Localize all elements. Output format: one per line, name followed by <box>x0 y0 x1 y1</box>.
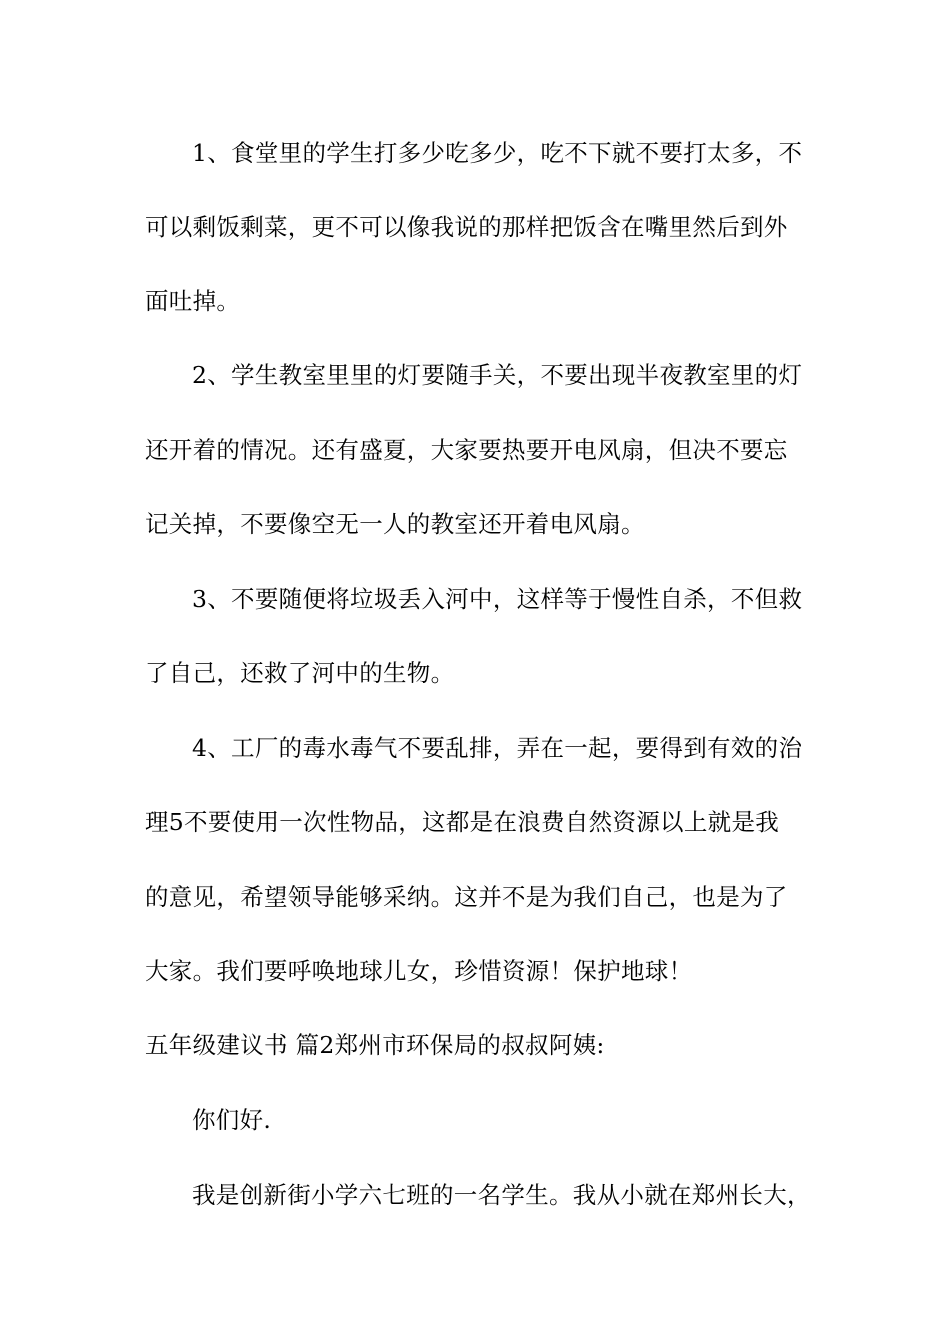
intro-line: 我是创新街小学六七班的一名学生。我从小就在郑州长大， <box>192 1181 811 1209</box>
greeting-line: 你们好. <box>192 1106 272 1134</box>
paragraph-4-line-4: 大家。我们要呼唤地球儿女，珍惜资源！保护地球！ <box>145 957 693 985</box>
paragraph-1-line-3: 面吐掉。 <box>145 287 241 315</box>
paragraph-4-line-2: 理5不要使用一次性物品，这都是在浪费自然资源以上就是我 <box>145 808 780 836</box>
paragraph-4-line-1: 4、工厂的毒水毒气不要乱排，弄在一起，要得到有效的治 <box>192 734 803 762</box>
paragraph-4-line-3: 的意见，希望领导能够采纳。这并不是为我们自己，也是为了 <box>145 883 788 911</box>
paragraph-1-line-1: 1、食堂里的学生打多少吃多少，吃不下就不要打太多，不 <box>192 139 803 167</box>
paragraph-2-line-3: 记关掉，不要像空无一人的教室还开着电风扇。 <box>145 510 645 538</box>
paragraph-3-line-1: 3、不要随便将垃圾丢入河中，这样等于慢性自杀，不但救 <box>192 585 803 613</box>
section-heading: 五年级建议书 篇2郑州市环保局的叔叔阿姨: <box>145 1031 605 1059</box>
paragraph-3-line-2: 了自己，还救了河中的生物。 <box>145 659 455 687</box>
paragraph-2-line-1: 2、学生教室里里的灯要随手关，不要出现半夜教室里的灯 <box>192 361 803 389</box>
paragraph-2-line-2: 还开着的情况。还有盛夏，大家要热要开电风扇，但决不要忘 <box>145 436 788 464</box>
paragraph-1-line-2: 可以剩饭剩菜，更不可以像我说的那样把饭含在嘴里然后到外 <box>145 213 788 241</box>
